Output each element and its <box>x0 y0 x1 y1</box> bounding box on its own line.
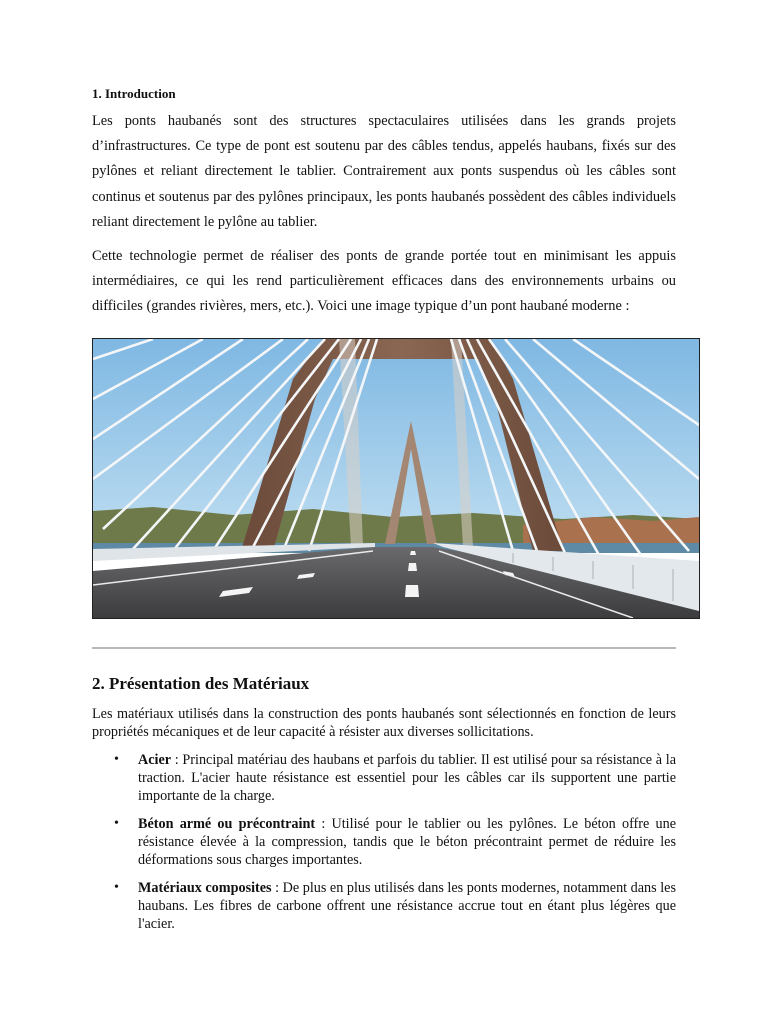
material-description: : Utilisé pour le tablier ou les pylônes. Le béton offre une résistance élevée à la compression, tandis que le béton précontraint permet de réduire les déformations sous charges importantes. <box>138 816 676 868</box>
list-item <box>92 815 676 869</box>
material-description: : Principal matériau des haubans et parfois du tablier. Il est utilisé pour sa résistance à la traction. L'acier haute résistance est essentiel pour les câbles car ils supportent une partie importante de la charge. <box>138 752 676 804</box>
materials-list <box>92 751 676 943</box>
intro-paragraph-2: Cette technologie permet de réaliser des ponts de grande portée tout en minimisant les appuis intermédiaires, ce qui les rend particulièrement efficaces dans des environnements urbains ou difficiles (grandes rivières, mers, etc.). Voici une image typique d’un pont haubané moderne : <box>92 248 676 315</box>
section-divider <box>92 647 676 649</box>
material-term: Béton armé ou précontraint <box>138 816 316 832</box>
list-item <box>92 751 676 805</box>
bullet-icon: • <box>114 880 119 895</box>
section-2-heading: 2. Présentation des Matériaux <box>92 674 310 693</box>
bridge-photo <box>92 338 700 619</box>
material-description: : De plus en plus utilisés dans les ponts modernes, notamment dans les haubans. Les fibres de carbone offrent une résistance accrue tout en étant plus légères que l'acier. <box>138 880 676 932</box>
section-1-heading: 1. Introduction <box>92 86 176 101</box>
intro-paragraph-1: Les ponts haubanés sont des structures spectaculaires utilisées dans les grands projets d’infrastructures. Ce type de pont est soutenu par des câbles tendus, appelés haubans, fixés sur des pylônes et reliant directement le tablier. Contrairement aux ponts suspendus où les câbles sont continus et soutenus par des pylônes principaux, les ponts haubanés possèdent des câbles individuels reliant directement le pylône au tablier. <box>92 113 676 230</box>
list-item <box>92 879 676 933</box>
material-term: Acier <box>138 752 172 768</box>
cable-stayed-bridge-illustration <box>93 339 699 618</box>
materials-intro-paragraph: Les matériaux utilisés dans la construction des ponts haubanés sont sélectionnés en fonction de leurs propriétés mécaniques et de leur capacité à résister aux diverses sollicitations. <box>92 706 676 740</box>
material-term: Matériaux composites <box>138 880 272 896</box>
bullet-icon: • <box>114 752 119 767</box>
bullet-icon: • <box>114 816 119 831</box>
